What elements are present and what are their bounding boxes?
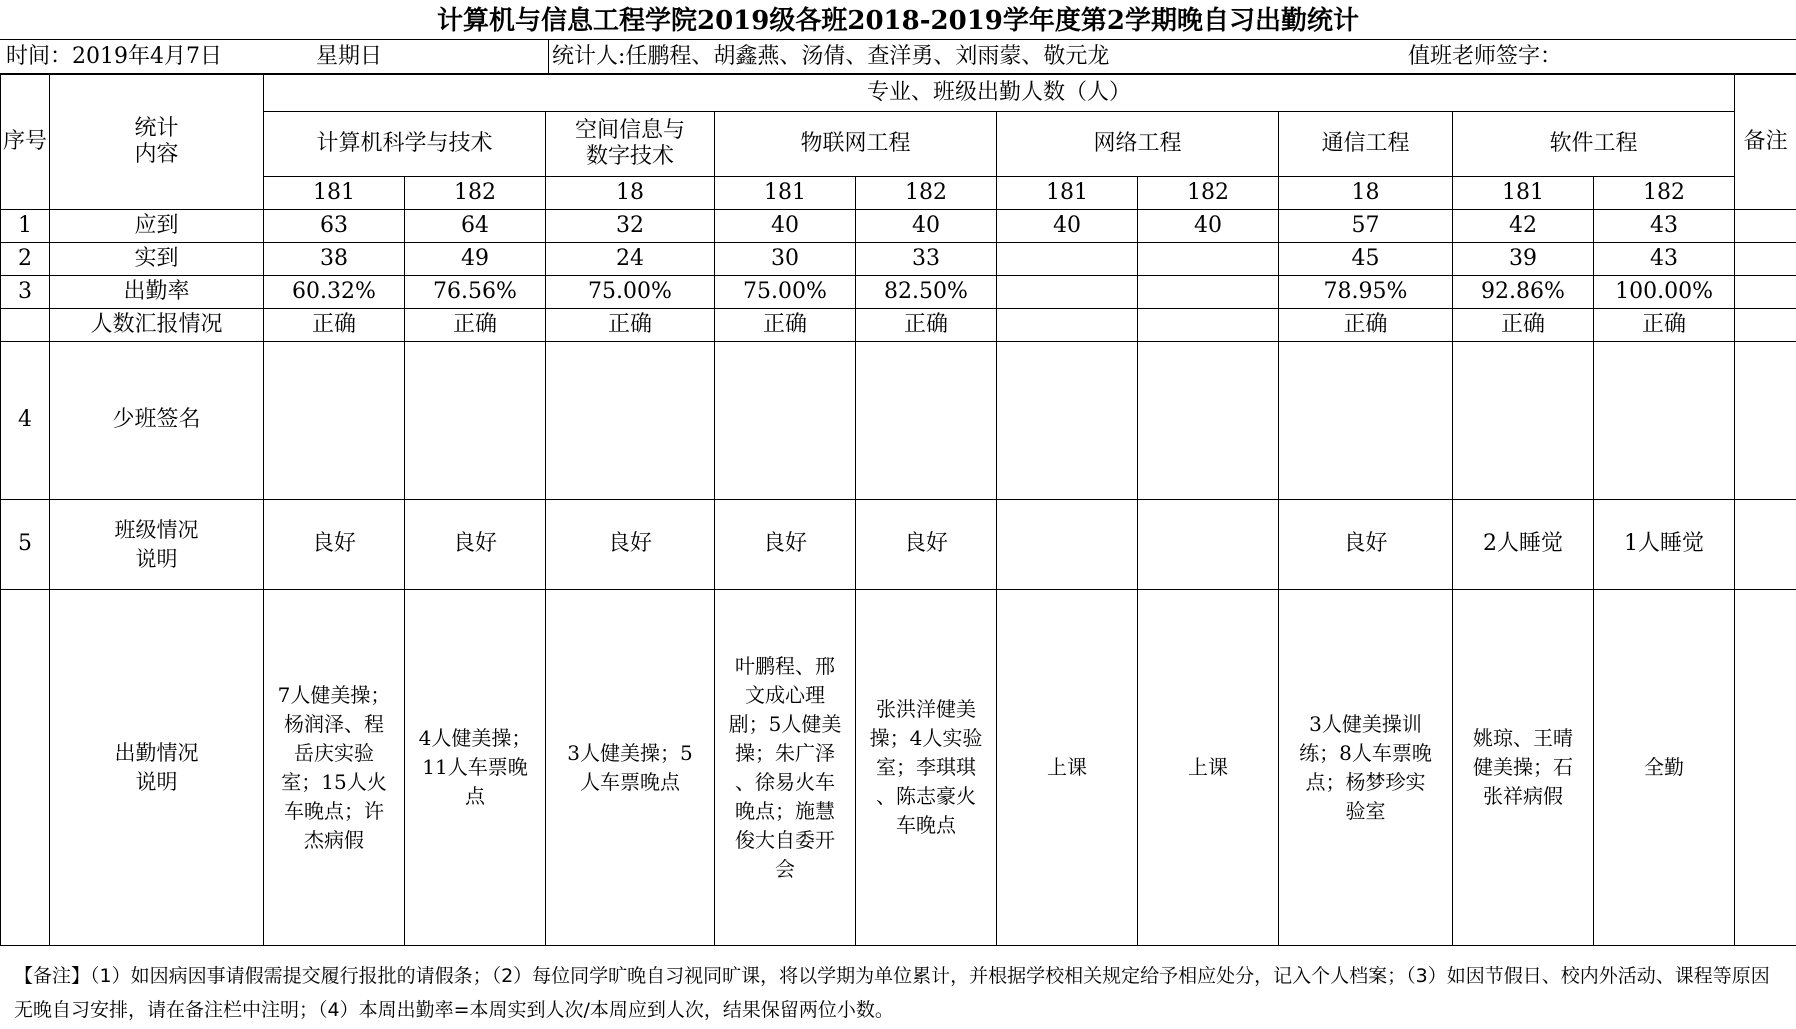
- table-row-expected: [1, 210, 1796, 243]
- remarks-note: 【备注】（1）如因病因事请假需提交履行报批的请假条；（2）每位同学旷晚自习视同旷课，将以学期为单位累计，并根据学校相关规定给予相应处分，记入个人档案；（3）如因节假日、校内外活动、课程等原因无晚自习安排，请在备注栏中注明；（4）本周出勤率=本周实到人次/本周应到人次，结果保留两位小数。: [14, 965, 1770, 1021]
- remark-cell: [1735, 276, 1796, 309]
- header-seq: 序号: [1, 75, 50, 210]
- row-seq: 5: [1, 500, 50, 590]
- cell-signature: [856, 342, 997, 500]
- cell-class-status: 良好: [715, 500, 856, 590]
- major-spatial-info: 空间信息与 数字技术: [546, 112, 715, 177]
- cell-expected: 40: [1138, 210, 1279, 243]
- cell-signature: [1594, 342, 1735, 500]
- row-label: 实到: [50, 243, 264, 276]
- cell-actual: 43: [1594, 243, 1735, 276]
- row-label: 少班签名: [50, 342, 264, 500]
- cell-attendance-detail: 7人健美操； 杨润泽、程 岳庆实验 室；15人火 车晚点；许 杰病假: [264, 590, 405, 946]
- cell-expected: 40: [997, 210, 1138, 243]
- cell-report: 正确: [1279, 309, 1453, 342]
- class-number: 18: [1279, 177, 1453, 210]
- cell-attendance-detail: 上课: [997, 590, 1138, 946]
- class-number: 182: [1594, 177, 1735, 210]
- cell-rate: 82.50%: [856, 276, 997, 309]
- cell-expected: 43: [1594, 210, 1735, 243]
- cell-expected: 63: [264, 210, 405, 243]
- cell-report: 正确: [405, 309, 546, 342]
- row-seq: 4: [1, 342, 50, 500]
- cell-attendance-detail: 姚琼、王晴 健美操；石 张祥病假: [1453, 590, 1594, 946]
- cell-class-status: 2人睡觉: [1453, 500, 1594, 590]
- cell-attendance-detail: 4人健美操； 11人车票晚 点: [405, 590, 546, 946]
- cell-class-status: 良好: [546, 500, 715, 590]
- cell-actual: 24: [546, 243, 715, 276]
- class-number: 181: [264, 177, 405, 210]
- cell-class-status: 良好: [1279, 500, 1453, 590]
- cell-rate: 75.00%: [546, 276, 715, 309]
- row-seq: 3: [1, 276, 50, 309]
- table-row-rate: [1, 276, 1796, 309]
- class-number: 182: [405, 177, 546, 210]
- header-attendance-group: 专业、班级出勤人数（人）: [264, 75, 1735, 112]
- major-iot: 物联网工程: [715, 112, 997, 177]
- teacher-signature-label: 值班老师签字：: [1408, 44, 1563, 69]
- class-number: 182: [1138, 177, 1279, 210]
- header-remark: 备注: [1735, 75, 1796, 210]
- sheet-title: 计算机与信息工程学院2019级各班2018-2019学年度第2学期晚自习出勤统计: [0, 0, 1796, 40]
- cell-expected: 40: [715, 210, 856, 243]
- remark-cell: [1735, 309, 1796, 342]
- remark-cell: [1735, 243, 1796, 276]
- cell-rate: 76.56%: [405, 276, 546, 309]
- cell-signature: [264, 342, 405, 500]
- cell-actual: 33: [856, 243, 997, 276]
- remark-cell: [1735, 342, 1796, 500]
- cell-attendance-detail: 3人健美操；5 人车票晚点: [546, 590, 715, 946]
- cell-class-status: [997, 500, 1138, 590]
- remark-cell: [1735, 210, 1796, 243]
- cell-signature: [1279, 342, 1453, 500]
- cell-attendance-detail: 叶鹏程、邢 文成心理 剧；5人健美 操；朱广泽 、徐易火车 晚点；施慧 俊大自委开 会: [715, 590, 856, 946]
- cell-actual: [997, 243, 1138, 276]
- cell-actual: 38: [264, 243, 405, 276]
- table-row-actual: [1, 243, 1796, 276]
- cell-attendance-detail: 张洪洋健美 操；4人实验 室；李琪琪 、陈志豪火 车晚点: [856, 590, 997, 946]
- attendance-table: [0, 74, 1796, 946]
- cell-class-status: 良好: [264, 500, 405, 590]
- cell-rate: 92.86%: [1453, 276, 1594, 309]
- cell-actual: 45: [1279, 243, 1453, 276]
- cell-class-status: 良好: [856, 500, 997, 590]
- cell-class-status: 良好: [405, 500, 546, 590]
- row-seq: [1, 309, 50, 342]
- class-number: 181: [997, 177, 1138, 210]
- header-content: 统计 内容: [50, 75, 264, 210]
- major-software: 软件工程: [1453, 112, 1735, 177]
- cell-report: 正确: [264, 309, 405, 342]
- cell-signature: [1453, 342, 1594, 500]
- class-number: 181: [1453, 177, 1594, 210]
- cell-signature: [1138, 342, 1279, 500]
- cell-rate: 100.00%: [1594, 276, 1735, 309]
- class-number: 18: [546, 177, 715, 210]
- cell-rate: [1138, 276, 1279, 309]
- cell-signature: [997, 342, 1138, 500]
- cell-report: 正确: [856, 309, 997, 342]
- date-label: 时间：2019年4月7日: [6, 44, 222, 69]
- cell-expected: 32: [546, 210, 715, 243]
- cell-report: 正确: [1453, 309, 1594, 342]
- row-label: 人数汇报情况: [50, 309, 264, 342]
- table-row-report: [1, 309, 1796, 342]
- class-number: 182: [856, 177, 997, 210]
- cell-actual: 30: [715, 243, 856, 276]
- cell-report: 正确: [546, 309, 715, 342]
- cell-class-status: [1138, 500, 1279, 590]
- cell-attendance-detail: 3人健美操训 练；8人车票晚 点；杨梦珍实 验室: [1279, 590, 1453, 946]
- cell-rate: 60.32%: [264, 276, 405, 309]
- cell-report: [1138, 309, 1279, 342]
- table-row-signature: [1, 342, 1796, 500]
- cell-rate: 75.00%: [715, 276, 856, 309]
- cell-signature: [715, 342, 856, 500]
- class-number: 181: [715, 177, 856, 210]
- cell-signature: [405, 342, 546, 500]
- major-network: 网络工程: [997, 112, 1279, 177]
- table-row-class-status: [1, 500, 1796, 590]
- cell-class-status: 1人睡觉: [1594, 500, 1735, 590]
- cell-attendance-detail: 上课: [1138, 590, 1279, 946]
- row-seq: 2: [1, 243, 50, 276]
- row-seq: 1: [1, 210, 50, 243]
- cell-report: [997, 309, 1138, 342]
- cell-actual: [1138, 243, 1279, 276]
- counters-label: 统计人:任鹏程、胡鑫燕、汤倩、查洋勇、刘雨蒙、敬元龙: [552, 44, 1110, 69]
- row-label: 应到: [50, 210, 264, 243]
- weekday-label: 星期日: [316, 44, 383, 69]
- cell-report: 正确: [1594, 309, 1735, 342]
- row-label: 出勤率: [50, 276, 264, 309]
- cell-expected: 57: [1279, 210, 1453, 243]
- cell-expected: 42: [1453, 210, 1594, 243]
- cell-attendance-detail: 全勤: [1594, 590, 1735, 946]
- row-label: 班级情况 说明: [50, 500, 264, 590]
- major-computer-science: 计算机科学与技术: [264, 112, 546, 177]
- cell-actual: 49: [405, 243, 546, 276]
- cell-signature: [546, 342, 715, 500]
- cell-expected: 64: [405, 210, 546, 243]
- cell-actual: 39: [1453, 243, 1594, 276]
- remark-cell: [1735, 590, 1796, 946]
- row-label: 出勤情况 说明: [50, 590, 264, 946]
- cell-expected: 40: [856, 210, 997, 243]
- info-bar: [0, 40, 1796, 74]
- cell-report: 正确: [715, 309, 856, 342]
- row-seq: [1, 590, 50, 946]
- cell-rate: 78.95%: [1279, 276, 1453, 309]
- table-row-attendance-detail: [1, 590, 1796, 946]
- remark-cell: [1735, 500, 1796, 590]
- cell-rate: [997, 276, 1138, 309]
- major-communication: 通信工程: [1279, 112, 1453, 177]
